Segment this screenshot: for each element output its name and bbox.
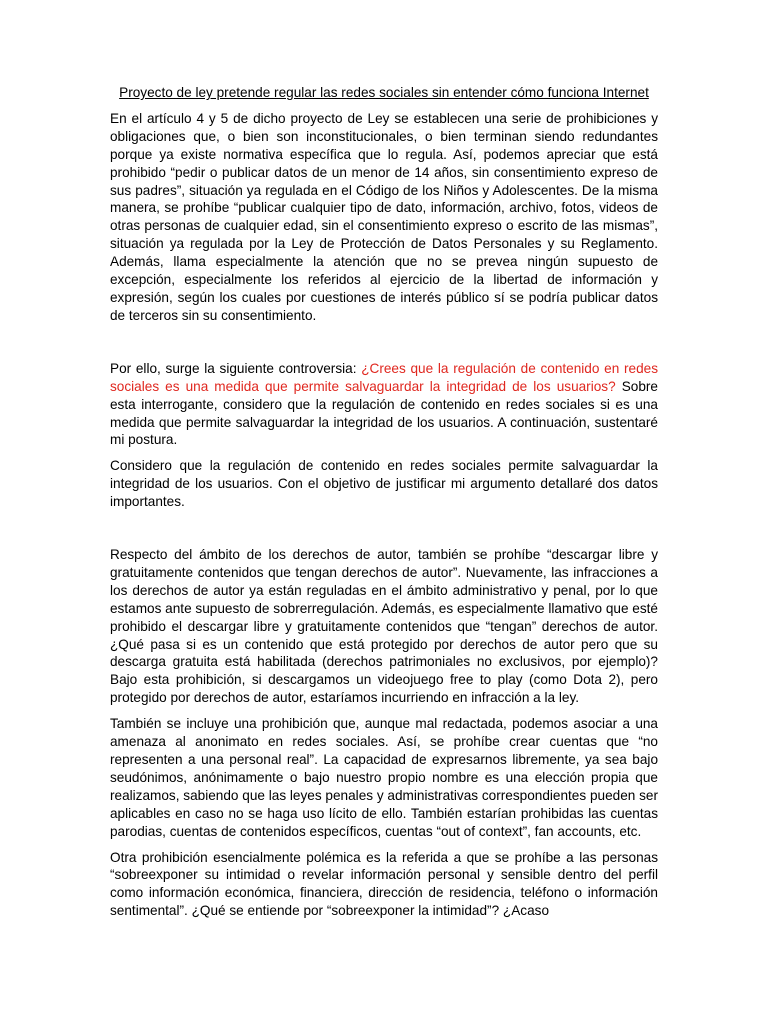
paragraph-anonymity: También se incluye una prohibición que, aunque mal redactada, podemos asociar a una amenaza al anonimato en redes sociales. Así, se prohíbe crear cuentas que “no representen a una personal real”. La capacidad de expresarnos libremente, ya sea bajo seudónimos, anónimamente o bajo nuestro propio nombre es una elección propia que realizamos, sabiendo que las leyes penales y administrativas correspondientes pueden ser aplicables en caso no se haga uso lícito de ello. También estarían prohibidas las cuentas parodias, cuentas de contenidos específicos, cuentas “out of context”, fan accounts, etc. xyxy=(110,716,658,839)
document-page xyxy=(110,84,658,920)
controversy-question: ¿Crees que la regulación de contenido en redes sociales es una medida que permite salvaguardar la integridad de los usuarios? xyxy=(110,360,658,394)
paragraph-thesis: Considero que la regulación de contenido en redes sociales permite salvaguardar la integridad de los usuarios. Con el objetivo de justificar mi argumento detallaré dos datos importantes. xyxy=(110,458,658,510)
controversy-intro-text: Por ello, surge la siguiente controversia: xyxy=(110,360,362,376)
paragraph-controversy xyxy=(110,360,658,450)
paragraph-intro: En el artículo 4 y 5 de dicho proyecto de Ley se establecen una serie de prohibiciones y obligaciones que, o bien son inconstitucionales, o bien terminan siendo redundantes porque ya existe normativa específica que lo regula. Así, podemos apreciar que está prohibido “pedir o publicar datos de un menor de 14 años, sin consentimiento expreso de sus padres”, situación ya regulada en el Código de los Niños y Adolescentes. De la misma manera, se prohíbe “publicar cualquier tipo de dato, información, archivo, fotos, videos de otras personas de cualquier edad, sin el consentimiento expreso o escrito de las mismas”, situación ya regulada por la Ley de Protección de Datos Personales y su Reglamento. Además, llama especialmente la atención que no se prevea ningún supuesto de excepción, especialmente los referidos al ejercicio de la libertad de información y expresión, según los cuales por cuestiones de interés público sí se podría publicar datos de terceros sin su consentimiento. xyxy=(110,110,658,323)
paragraph-privacy: Otra prohibición esencialmente polémica es la referida a que se prohíbe a las personas “sobreexponer su intimidad o revelar información personal y sensible dentro del perfil como información económica, financiera, dirección de residencia, teléfono o información sentimental”. ¿Qué se entiende por “sobreexponer la intimidad”? ¿Acaso xyxy=(110,849,658,919)
controversy-rest-text: Sobre esta interrogante, considero que la regulación de contenido en redes sociales si es una medida que permite salvaguardar la integridad de los usuarios. A continuación, sustentaré mi postura. xyxy=(110,378,658,448)
document-title: Proyecto de ley pretende regular las redes sociales sin entender cómo funciona Internet xyxy=(119,85,649,100)
paragraph-copyright: Respecto del ámbito de los derechos de autor, también se prohíbe “descargar libre y gratuitamente contenidos que tengan derechos de autor”. Nuevamente, las infracciones a los derechos de autor ya están reguladas en el ámbito administrativo y penal, por lo que estamos ante supuesto de sobrerregulación. Además, es especialmente llamativo que esté prohibido el descargar libre y gratuitamente contenidos que “tengan” derechos de autor. ¿Qué pasa si es un contenido que está protegido por derechos de autor pero que su descarga gratuita está habilitada (derechos patrimoniales no exclusivos, por ejemplo)? Bajo esta prohibición, si descargamos un videojuego free to play (como Dota 2), pero protegido por derechos de autor, estaríamos incurriendo en infracción a la ley. xyxy=(110,547,658,706)
